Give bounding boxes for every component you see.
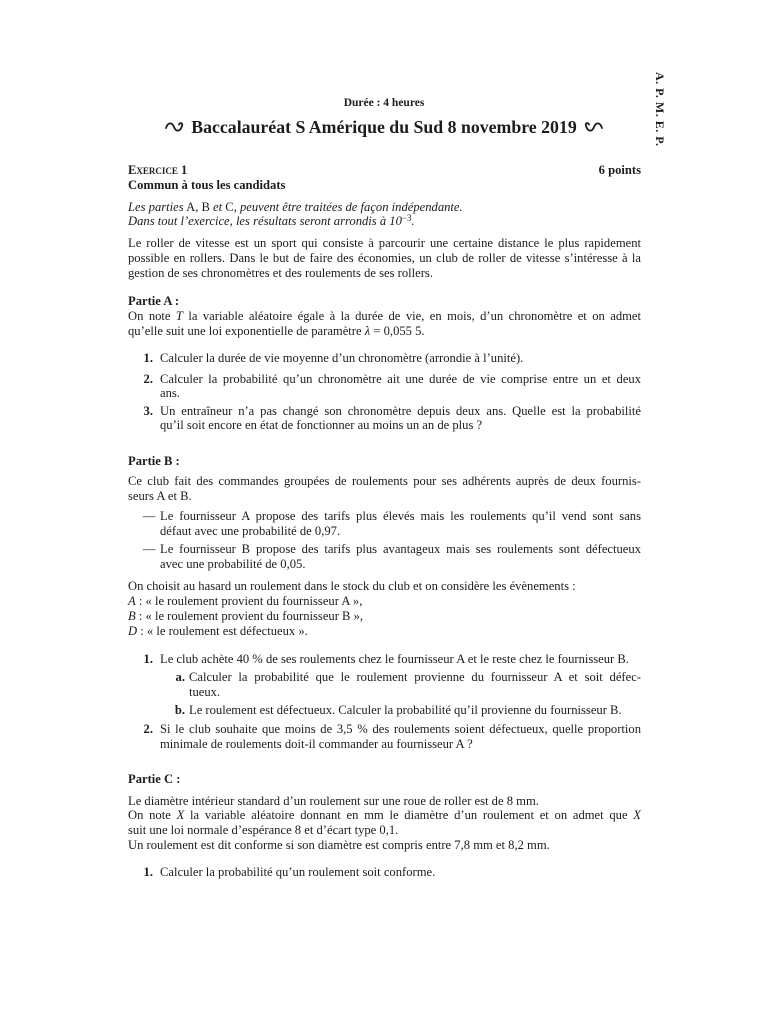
exercise-audience: Commun à tous les candidats: [128, 178, 286, 192]
subquestion-text: tueux.: [189, 685, 221, 699]
partie-c-line: [128, 808, 641, 823]
question-number: 3.: [143, 404, 153, 418]
exponent: −3: [401, 213, 412, 223]
intro-line: Le roller de vitesse est un sport qui consiste à parcourir une certaine distance le plus rapidement: [128, 236, 641, 250]
events-intro: On choisit au hasard un roulement dans le stock du club et on considère les évènements :: [128, 579, 576, 593]
text: la variable aléatoire égale à la durée de vie, en mois, d’un chronomètre et on admet: [182, 309, 641, 323]
question-text: Le club achète 40 % de ses roulements chez le fournisseur A et le reste chez le fournisseur B.: [160, 652, 629, 666]
question-text: ans.: [160, 386, 180, 400]
note-text: A, B: [183, 200, 214, 214]
supplier-text: défaut avec une probabilité de 0,97.: [160, 524, 341, 538]
event-symbol: D: [128, 624, 138, 638]
note-text: Les parties: [128, 200, 184, 214]
partie-a-intro-line: [128, 324, 425, 339]
partie-c-line: Le diamètre intérieur standard d’un roulement sur une roue de roller est de 8 mm.: [128, 794, 539, 808]
event-definition: [128, 624, 308, 639]
question-number: 1.: [143, 652, 153, 666]
text: On note: [128, 808, 177, 822]
event-symbol: B: [128, 609, 136, 623]
question-number: 1.: [143, 351, 153, 365]
event-symbol: A: [128, 594, 136, 608]
note-text: Dans tout l’exercice, les résultats seront arrondis à 10: [128, 214, 402, 228]
intro-line: gestion de ses chronomètres et des roulements de ses rollers.: [128, 266, 433, 280]
text: qu’elle suit une loi exponentielle de paramètre: [128, 324, 365, 338]
question-number: 2.: [143, 372, 153, 386]
event-definition: [128, 594, 362, 609]
question-number: 2.: [143, 722, 153, 736]
variable: X: [176, 808, 185, 822]
partie-a-intro-line: [128, 309, 641, 324]
question-text: Calculer la probabilité qu’un chronomètre ait une durée de vie comprise entre un et deux: [160, 372, 641, 386]
intro-line: possible en rollers. Dans le but de faire des économies, un club de roller de vitesse s’intéresse à la: [128, 251, 641, 265]
text: = 0,055 5.: [370, 324, 425, 338]
variable: λ: [364, 324, 371, 338]
note-text: peuvent être traitées de façon indépendante.: [240, 200, 463, 214]
note-text: .: [411, 214, 415, 228]
exercise-note-line: [128, 200, 463, 215]
partie-c-heading: Partie C :: [128, 772, 181, 786]
supplier-text: avec une probabilité de 0,05.: [160, 557, 306, 571]
question-text: Un entraîneur n’a pas changé son chronomètre depuis deux ans. Quelle est la probabilité: [160, 404, 641, 418]
supplier-text: Le fournisseur B propose des tarifs plus avantageux mais ses roulements sont défectueux: [160, 542, 641, 556]
partie-b-intro-line: Ce club fait des commandes groupées de roulements pour ses adhérents auprès de deux fournis-: [128, 474, 641, 488]
question-text: Calculer la probabilité qu’un roulement soit conforme.: [160, 865, 436, 879]
ornament-left-icon: [165, 121, 185, 133]
variable: T: [175, 309, 183, 323]
subquestion-text: Calculer la probabilité que le roulement provienne du fournisseur A et soit défec-: [189, 670, 641, 684]
note-text: et: [213, 200, 223, 214]
note-text: C,: [222, 200, 240, 214]
question-number: 1.: [143, 865, 153, 879]
partie-b-heading: Partie B :: [128, 454, 180, 468]
page-title: Baccalauréat S Amérique du Sud 8 novembre 2019: [191, 117, 577, 137]
variable: X: [633, 808, 641, 822]
question-text: Calculer la durée de vie moyenne d’un chronomètre (arrondie à l’unité).: [160, 351, 524, 365]
title-row: [0, 116, 768, 138]
subquestion-letter: b.: [174, 703, 185, 717]
exercise-note-line: [128, 214, 415, 229]
apmep-side-label: A. P. M. E. P.: [653, 72, 667, 147]
exam-duration: Durée : 4 heures: [343, 97, 425, 109]
exercise-points: 6 points: [598, 163, 641, 177]
subquestion-text: Le roulement est défectueux. Calculer la probabilité qu’il provienne du fournisseur B.: [189, 703, 622, 717]
event-text: : « le roulement est défectueux ».: [137, 624, 308, 638]
subquestion-letter: a.: [175, 670, 185, 684]
question-text: Si le club souhaite que moins de 3,5 % des roulements soient défectueux, quelle proportion: [160, 722, 641, 736]
partie-c-line: Un roulement est dit conforme si son diamètre est compris entre 7,8 mm et 8,2 mm.: [128, 838, 550, 852]
question-text: minimale de roulements doit-il commander au fournisseur A ?: [160, 737, 473, 751]
partie-a-heading: Partie A :: [128, 294, 180, 308]
exercise-label: Exercice 1: [128, 163, 188, 177]
event-definition: [128, 609, 363, 624]
text: On note: [128, 309, 176, 323]
supplier-text: Le fournisseur A propose des tarifs plus élevés mais les roulements qu’il vend sont sans: [160, 509, 641, 523]
ornament-right-icon: [583, 121, 603, 133]
question-text: qu’il soit encore en état de fonctionner au moins un an de plus ?: [160, 418, 483, 432]
partie-b-intro-line: seurs A et B.: [128, 489, 192, 503]
event-text: : « le roulement provient du fournisseur A »,: [135, 594, 363, 608]
partie-c-line: suit une loi normale d’espérance 8 et d’écart type 0,1.: [128, 823, 399, 837]
event-text: : « le roulement provient du fournisseur B »,: [135, 609, 364, 623]
list-dash: —: [142, 542, 156, 556]
list-dash: —: [142, 509, 156, 523]
text: la variable aléatoire donnant en mm le diamètre d’un roulement et on admet que: [184, 808, 634, 822]
